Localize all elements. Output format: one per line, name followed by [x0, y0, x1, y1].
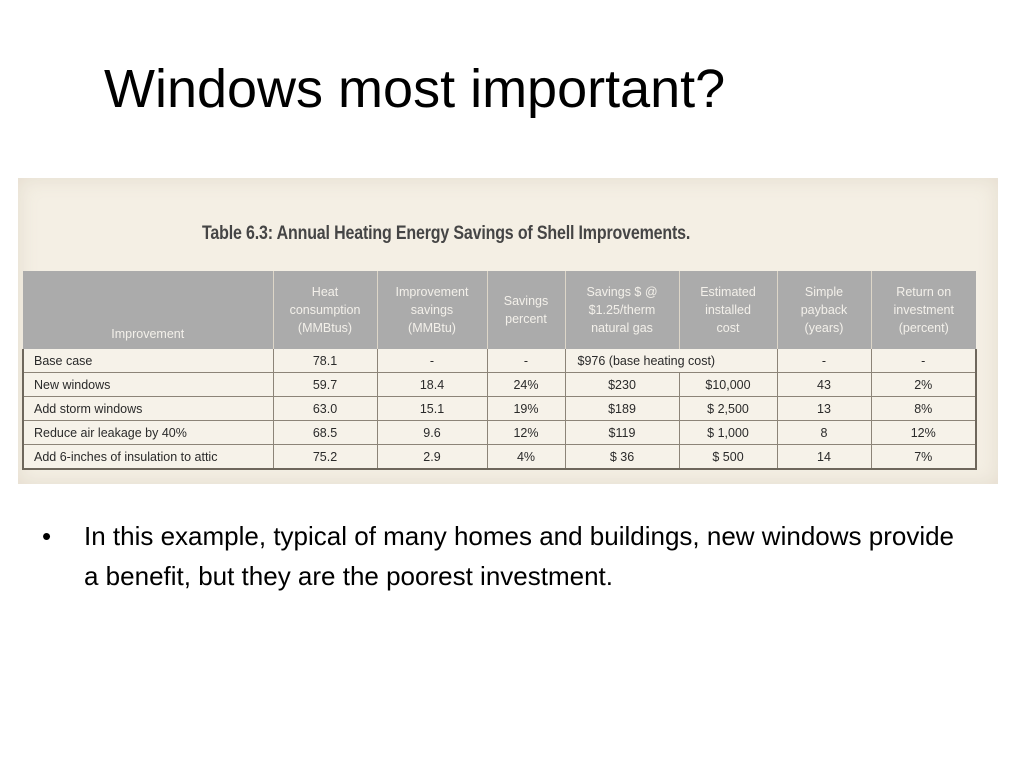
cell-savings: - — [377, 349, 487, 373]
cell-roi: 7% — [871, 445, 976, 470]
table-row — [23, 445, 976, 470]
cell-heat: 68.5 — [273, 421, 377, 445]
cell-percent: 19% — [487, 397, 565, 421]
cell-roi: 8% — [871, 397, 976, 421]
cell-installed-cost: $ 500 — [679, 445, 777, 470]
cell-payback: 13 — [777, 397, 871, 421]
table-image — [18, 178, 998, 484]
bullet-text: In this example, typical of many homes and buildings, new windows provide a benefit, but they are the poorest investment. — [84, 521, 955, 591]
cell-payback: 14 — [777, 445, 871, 470]
cell-roi: 12% — [871, 421, 976, 445]
savings-table — [22, 271, 977, 470]
cell-percent: - — [487, 349, 565, 373]
cell-dollar-savings: $189 — [565, 397, 679, 421]
cell-heat: 75.2 — [273, 445, 377, 470]
bullet-marker: • — [42, 521, 52, 551]
cell-installed-cost: $ 1,000 — [679, 421, 777, 445]
cell-dollar-savings: $119 — [565, 421, 679, 445]
cell-installed-cost: $ 2,500 — [679, 397, 777, 421]
header-installed-cost: Estimated installed cost — [679, 271, 777, 349]
slide-title: Windows most important? — [104, 59, 726, 119]
header-heat-consumption: Heat consumption (MMBtus) — [273, 271, 377, 349]
table-row — [23, 397, 976, 421]
cell-heat: 78.1 — [273, 349, 377, 373]
cell-percent: 4% — [487, 445, 565, 470]
table-header-row — [23, 271, 976, 349]
cell-roi: - — [871, 349, 976, 373]
cell-heat: 59.7 — [273, 373, 377, 397]
cell-improvement: Reduce air leakage by 40% — [23, 421, 273, 445]
cell-base-heating-cost: $976 (base heating cost) — [565, 349, 777, 373]
header-improvement: Improvement — [23, 271, 273, 349]
cell-improvement: Add storm windows — [23, 397, 273, 421]
cell-payback: 8 — [777, 421, 871, 445]
table-row — [23, 421, 976, 445]
header-improvement-savings: Improvement savings (MMBtu) — [377, 271, 487, 349]
table-caption: Table 6.3: Annual Heating Energy Savings of Shell Improvements. — [202, 222, 691, 244]
header-return-on-investment: Return on investment (percent) — [871, 271, 976, 349]
cell-savings: 15.1 — [377, 397, 487, 421]
table-row — [23, 349, 976, 373]
cell-improvement: Add 6-inches of insulation to attic — [23, 445, 273, 470]
cell-improvement: New windows — [23, 373, 273, 397]
header-savings-dollars: Savings $ @ $1.25/therm natural gas — [565, 271, 679, 349]
table-row — [23, 373, 976, 397]
cell-dollar-savings: $ 36 — [565, 445, 679, 470]
cell-payback: 43 — [777, 373, 871, 397]
header-savings-percent: Savings percent — [487, 271, 565, 349]
cell-savings: 18.4 — [377, 373, 487, 397]
header-simple-payback: Simple payback (years) — [777, 271, 871, 349]
cell-dollar-savings: $230 — [565, 373, 679, 397]
cell-payback: - — [777, 349, 871, 373]
cell-heat: 63.0 — [273, 397, 377, 421]
cell-installed-cost: $10,000 — [679, 373, 777, 397]
cell-savings: 2.9 — [377, 445, 487, 470]
cell-improvement: Base case — [23, 349, 273, 373]
cell-roi: 2% — [871, 373, 976, 397]
cell-percent: 12% — [487, 421, 565, 445]
cell-percent: 24% — [487, 373, 565, 397]
cell-savings: 9.6 — [377, 421, 487, 445]
